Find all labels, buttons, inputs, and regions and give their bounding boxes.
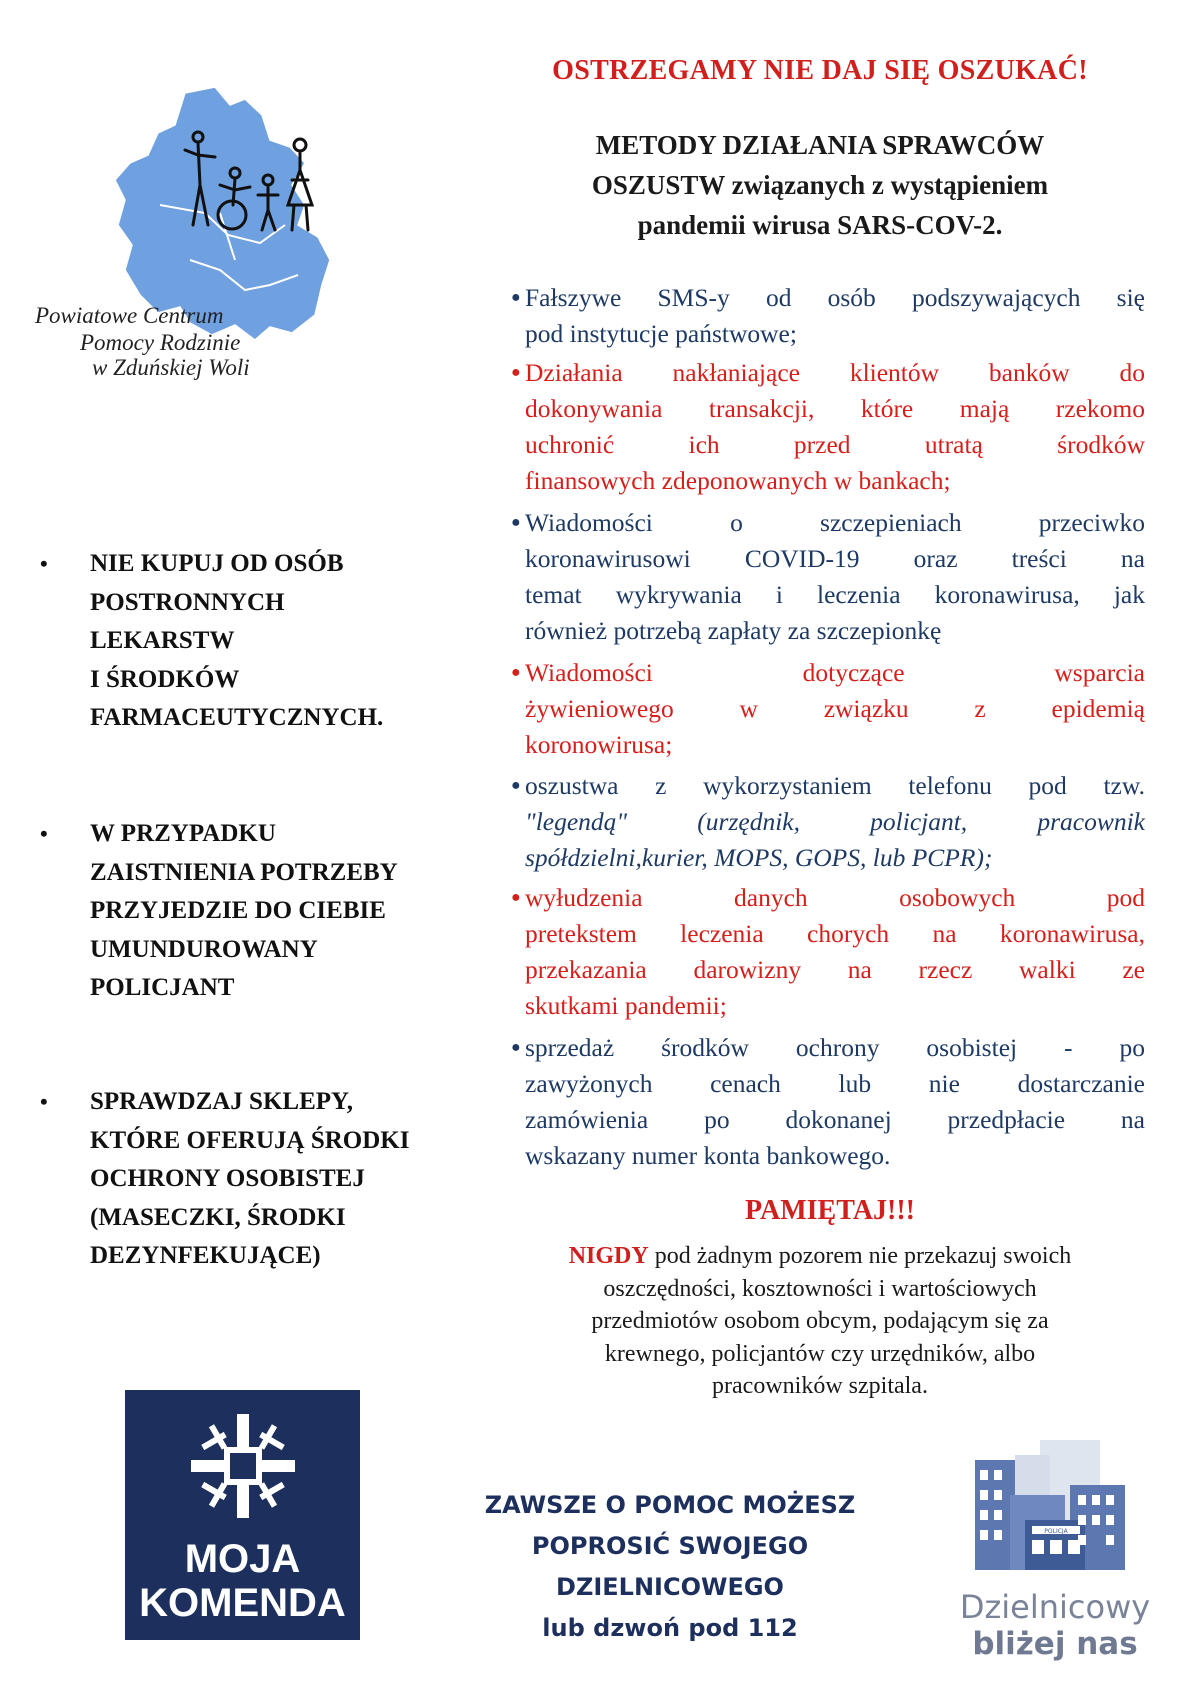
method-line: wyłudzenia danych osobowych pod: [525, 883, 1145, 912]
method-line: koronowirusa;: [525, 730, 673, 759]
org-name-line-1: Powiatowe Centrum: [35, 303, 224, 328]
dzielnicowy-line-1: Dzielnicowy: [959, 1588, 1151, 1626]
contact-line: lub dzwoń pod 112: [542, 1614, 798, 1642]
method-line: "legendą" (urzędnik, policjant, pracownik: [525, 807, 1145, 836]
bullet-icon: •: [40, 551, 48, 576]
method-line: również potrzebą zapłaty za szczepionkę: [525, 616, 942, 645]
method-line: skutkami pandemii;: [525, 991, 727, 1020]
method-line: temat wykrywania i leczenia koronawirusa, jak: [525, 580, 1145, 609]
tip-line: LEKARSTW: [90, 627, 235, 654]
bullet-icon: ●: [511, 889, 521, 906]
contact-info: [470, 1485, 870, 1649]
methods-heading: [520, 125, 1120, 245]
method-line: sprzedaż środków ochrony osobistej - po: [525, 1033, 1145, 1062]
method-item: [511, 505, 1145, 649]
method-line: pretekstem leczenia chorych na koronawirusa,: [525, 919, 1145, 948]
bullet-icon: •: [40, 1089, 48, 1114]
method-line: Fałszywe SMS-y od osób podszywających się: [525, 283, 1145, 312]
tip-line: ZAISTNIENIA POTRZEBY: [90, 858, 398, 886]
tip-line: SPRAWDZAJ SKLEPY,: [90, 1088, 354, 1115]
bullet-icon: ●: [511, 1039, 521, 1056]
tip-line: FARMACEUTYCZNYCH.: [90, 704, 384, 731]
tip-line: POSTRONNYCH: [90, 588, 285, 616]
org-name-line-3: w Zduńskiej Woli: [92, 355, 250, 380]
tip-line: UMUNDUROWANY: [90, 935, 318, 963]
method-item: [511, 768, 1145, 876]
city-buildings-icon: [970, 1440, 1140, 1570]
bullet-icon: ●: [511, 364, 521, 381]
contact-line: ZAWSZE O POMOC MOŻESZ: [484, 1491, 856, 1519]
method-line: pod instytucje państwowe;: [525, 319, 797, 348]
bullet-icon: ●: [511, 514, 521, 531]
method-line: uchronić ich przed utratą środków: [525, 430, 1145, 459]
remember-text: [500, 1240, 1140, 1403]
method-item: [511, 1030, 1145, 1174]
dzielnicowy-logo: [930, 1440, 1180, 1670]
never-emphasis: NIGDY: [568, 1243, 649, 1269]
method-line: wskazany numer konta bankowego.: [525, 1141, 891, 1170]
method-line: żywieniowego w związku z epidemią: [525, 694, 1145, 723]
tip-line: POLICJANT: [90, 974, 235, 1001]
tip-line: KTÓRE OFERUJĄ ŚRODKI: [90, 1126, 410, 1154]
moja-komenda-line-2: KOMENDA: [139, 1581, 346, 1625]
police-sign-text: POLICJA: [1044, 1528, 1068, 1535]
remember-line: [500, 1240, 1140, 1273]
method-line: przekazania darowizny na rzecz walki ze: [525, 955, 1145, 984]
dzielnicowy-line-2: bliżej nas: [972, 1626, 1138, 1662]
tip-line: OCHRONY OSOBISTEJ: [90, 1165, 365, 1192]
tip-line: (MASECZKI, ŚRODKI: [90, 1203, 346, 1231]
remember-title: PAMIĘTAJ!!!: [744, 1195, 916, 1226]
tip-line: DEZYNFEKUJĄCE): [90, 1242, 321, 1269]
tip-line: NIE KUPUJ OD OSÓB: [90, 550, 344, 577]
remember-line: oszczędności, kosztowności i wartościowych: [603, 1275, 1037, 1302]
method-line: Wiadomości o szczepieniach przeciwko: [525, 508, 1145, 537]
method-line: zawyżonych cenach lub nie dostarczanie: [525, 1069, 1145, 1098]
moja-komenda-line-1: MOJA: [184, 1537, 301, 1581]
remember-line-rest: pod żadnym pozorem nie przekazuj swoich: [648, 1243, 1072, 1269]
tip-line: W PRZYPADKU: [90, 820, 276, 847]
remember-line: krewnego, policjantów czy urzędników, albo: [604, 1340, 1036, 1367]
method-line: Działania nakłaniające klientów banków do: [525, 358, 1145, 387]
warning-title: OSTRZEGAMY NIE DAJ SIĘ OSZUKAĆ!: [552, 55, 1088, 86]
method-line: dokonywania transakcji, które mają rzekomo: [525, 394, 1145, 423]
method-line: finansowych zdeponowanych w bankach;: [525, 466, 951, 495]
method-item: [511, 655, 1145, 763]
methods-heading-line: OSZUSTW związanych z wystąpieniem: [591, 170, 1049, 200]
remember-line: przedmiotów osobom obcym, podającym się za: [591, 1308, 1049, 1334]
method-line: koronawirusowi COVID-19 oraz treści na: [525, 544, 1145, 573]
method-item: [511, 280, 1145, 352]
tip-line: I ŚRODKÓW: [90, 665, 240, 693]
method-line: spółdzielni,kurier, MOPS, GOPS, lub PCPR);: [525, 843, 993, 872]
moja-komenda-logo: [125, 1390, 360, 1640]
methods-heading-line: pandemii wirusa SARS-COV-2.: [637, 210, 1003, 240]
method-item: [511, 355, 1145, 499]
pcpr-logo: [30, 85, 350, 405]
bullet-icon: ●: [511, 664, 521, 681]
method-line: Wiadomości dotyczące wsparcia: [525, 658, 1145, 687]
methods-heading-line: METODY DZIAŁANIA SPRAWCÓW: [595, 130, 1045, 160]
bullet-icon: ●: [511, 289, 521, 306]
bullet-icon: ●: [511, 777, 521, 794]
method-line: oszustwa z wykorzystaniem telefonu pod tzw.: [525, 771, 1145, 800]
method-item: [511, 880, 1145, 1024]
method-line: zamówienia po dokonanej przedpłacie na: [525, 1105, 1145, 1134]
bullet-icon: •: [40, 821, 48, 846]
police-star-icon: [187, 1410, 299, 1522]
tip-line: PRZYJEDZIE DO CIEBIE: [90, 897, 386, 924]
org-name-line-2: Pomocy Rodzinie: [80, 330, 241, 355]
contact-line: DZIELNICOWEGO: [556, 1573, 784, 1601]
contact-line: POPROSIĆ SWOJEGO: [531, 1532, 809, 1560]
remember-line: pracowników szpitala.: [712, 1373, 928, 1399]
